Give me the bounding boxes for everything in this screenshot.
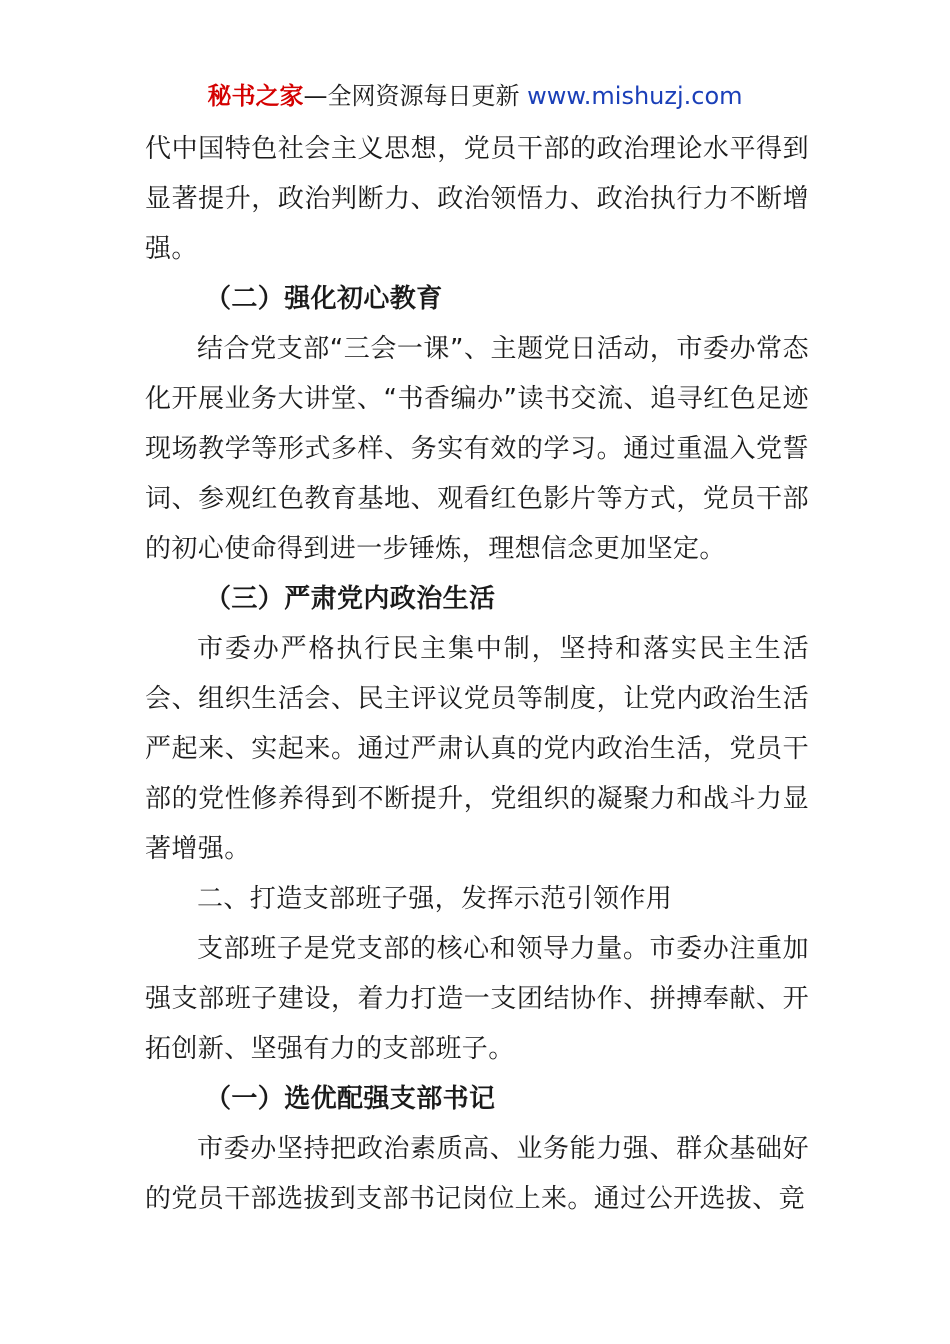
subheading-initial-mission: （二）强化初心教育 — [205, 284, 443, 314]
section-heading-branch-team: 二、打造支部班子强，发挥示范引领作用 — [197, 884, 673, 914]
subheading-branch-secretary: （一）选优配强支部书记 — [205, 1084, 496, 1114]
paragraph-continued: 代中国特色社会主义思想，党员干部的政治理论水平得到显著提升，政治判断力、政治领悟力、政治执行力不断增强。 — [145, 134, 809, 264]
site-url-link[interactable]: www.mishuzj.com — [527, 82, 743, 110]
paragraph-political-life: 市委办严格执行民主集中制，坚持和落实民主生活会、组织生活会、民主评议党员等制度，让党内政治生活严起来、实起来。通过严肃认真的党内政治生活，党员干部的党性修养得到不断提升，党组织的凝聚力和战斗力显著增强。 — [145, 634, 809, 864]
brand-name: 秘书之家 — [207, 82, 304, 110]
subheading-political-life: （三）严肃党内政治生活 — [205, 584, 496, 614]
page-header — [0, 80, 950, 112]
paragraph-initial-mission: 结合党支部“三会一课”、主题党日活动，市委办常态化开展业务大讲堂、“书香编办”读书交流、追寻红色足迹现场教学等形式多样、务实有效的学习。通过重温入党誓词、参观红色教育基地、观看红色影片等方式，党员干部的初心使命得到进一步锤炼，理想信念更加坚定。 — [145, 334, 809, 564]
paragraph-branch-secretary: 市委办坚持把政治素质高、业务能力强、群众基础好的党员干部选拔到支部书记岗位上来。通过公开选拔、竞 — [145, 1134, 809, 1214]
paragraph-branch-team: 支部班子是党支部的核心和领导力量。市委办注重加强支部班子建设，着力打造一支团结协作、拼搏奉献、开拓创新、坚强有力的支部班子。 — [145, 934, 809, 1064]
header-tagline: —全网资源每日更新 — [303, 82, 520, 110]
document-body — [145, 124, 809, 1224]
